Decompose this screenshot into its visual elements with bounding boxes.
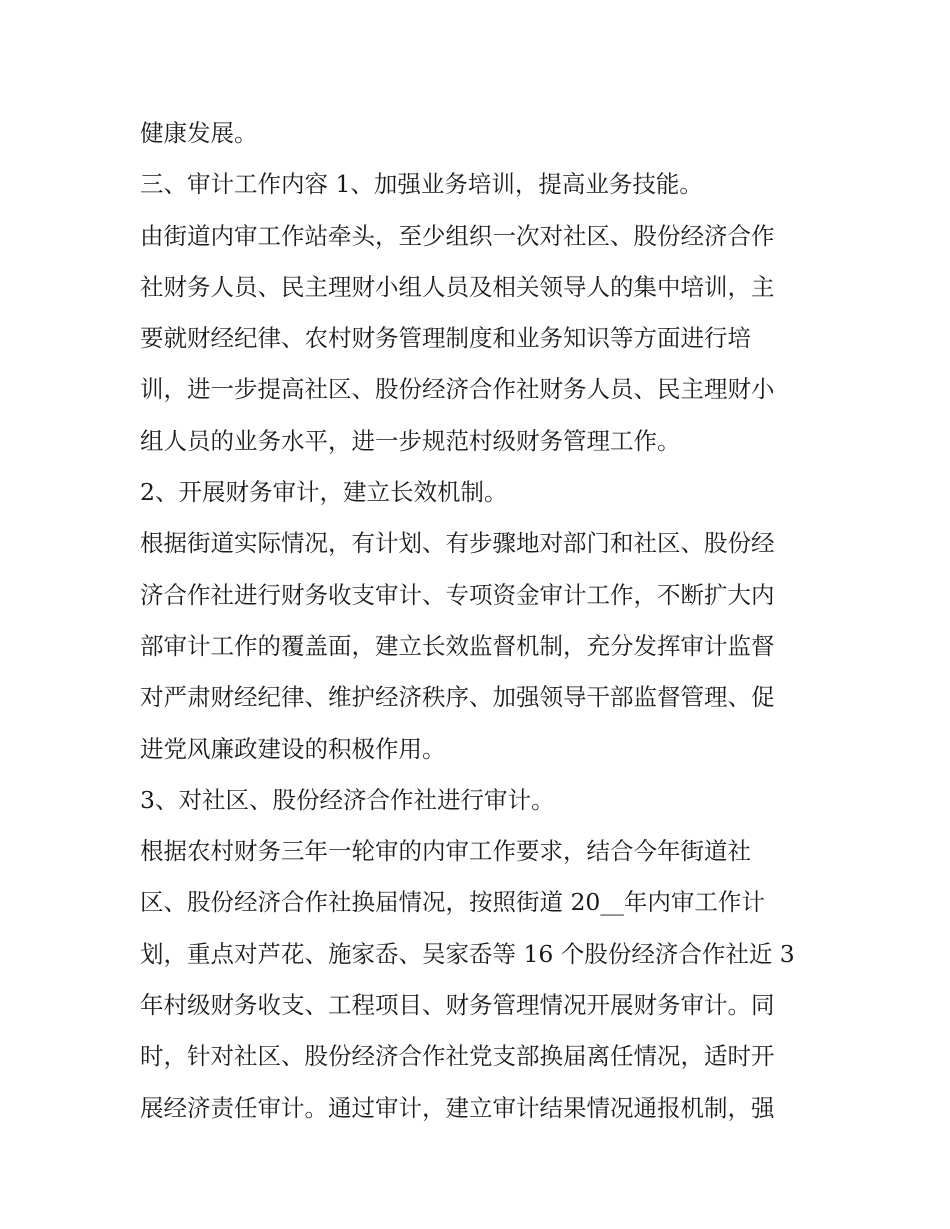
text-line: 济合作社进行财务收支审计、专项资金审计工作，不断扩大内	[140, 580, 775, 609]
text-line: 由街道内审工作站牵头，至少组织一次对社区、股份经济合作	[140, 221, 775, 250]
text-line: 对严肃财经纪律、维护经济秩序、加强领导干部监督管理、促	[140, 683, 775, 712]
text-line: 年村级财务收支、工程项目、财务管理情况开展财务审计。同	[140, 991, 775, 1020]
text-line: 要就财经纪律、农村财务管理制度和业务知识等方面进行培	[140, 324, 751, 353]
item-heading-2: 2、开展财务审计，建立长效机制。	[140, 478, 508, 507]
document-body	[140, 108, 820, 1134]
text-line: 健康发展。	[140, 119, 258, 147]
text-line: 组人员的业务水平，进一步规范村级财务管理工作。	[140, 426, 681, 455]
text-line: 划，重点对芦花、施家岙、吴家岙等 16 个股份经济合作社近 3	[140, 939, 795, 968]
text-line: 区、股份经济合作社换届情况，按照街道 20__年内审工作计	[140, 888, 765, 917]
text-line: 社财务人员、民主理财小组人员及相关领导人的集中培训，主	[140, 272, 775, 301]
section-heading-3: 三、审计工作内容 1、加强业务培训，提高业务技能。	[140, 170, 703, 199]
text-line: 训，进一步提高社区、股份经济合作社财务人员、民主理财小	[140, 375, 775, 404]
text-line: 根据农村财务三年一轮审的内审工作要求，结合今年街道社	[140, 837, 751, 866]
text-line: 时，针对社区、股份经济合作社党支部换届离任情况，适时开	[140, 1042, 775, 1071]
text-line: 进党风廉政建设的积极作用。	[140, 734, 446, 763]
item-heading-3: 3、对社区、股份经济合作社进行审计。	[140, 785, 555, 814]
text-line: 展经济责任审计。通过审计，建立审计结果情况通报机制，强	[140, 1093, 775, 1122]
text-line: 部审计工作的覆盖面，建立长效监督机制，充分发挥审计监督	[140, 631, 775, 660]
text-line: 根据街道实际情况，有计划、有步骤地对部门和社区、股份经	[140, 529, 775, 558]
